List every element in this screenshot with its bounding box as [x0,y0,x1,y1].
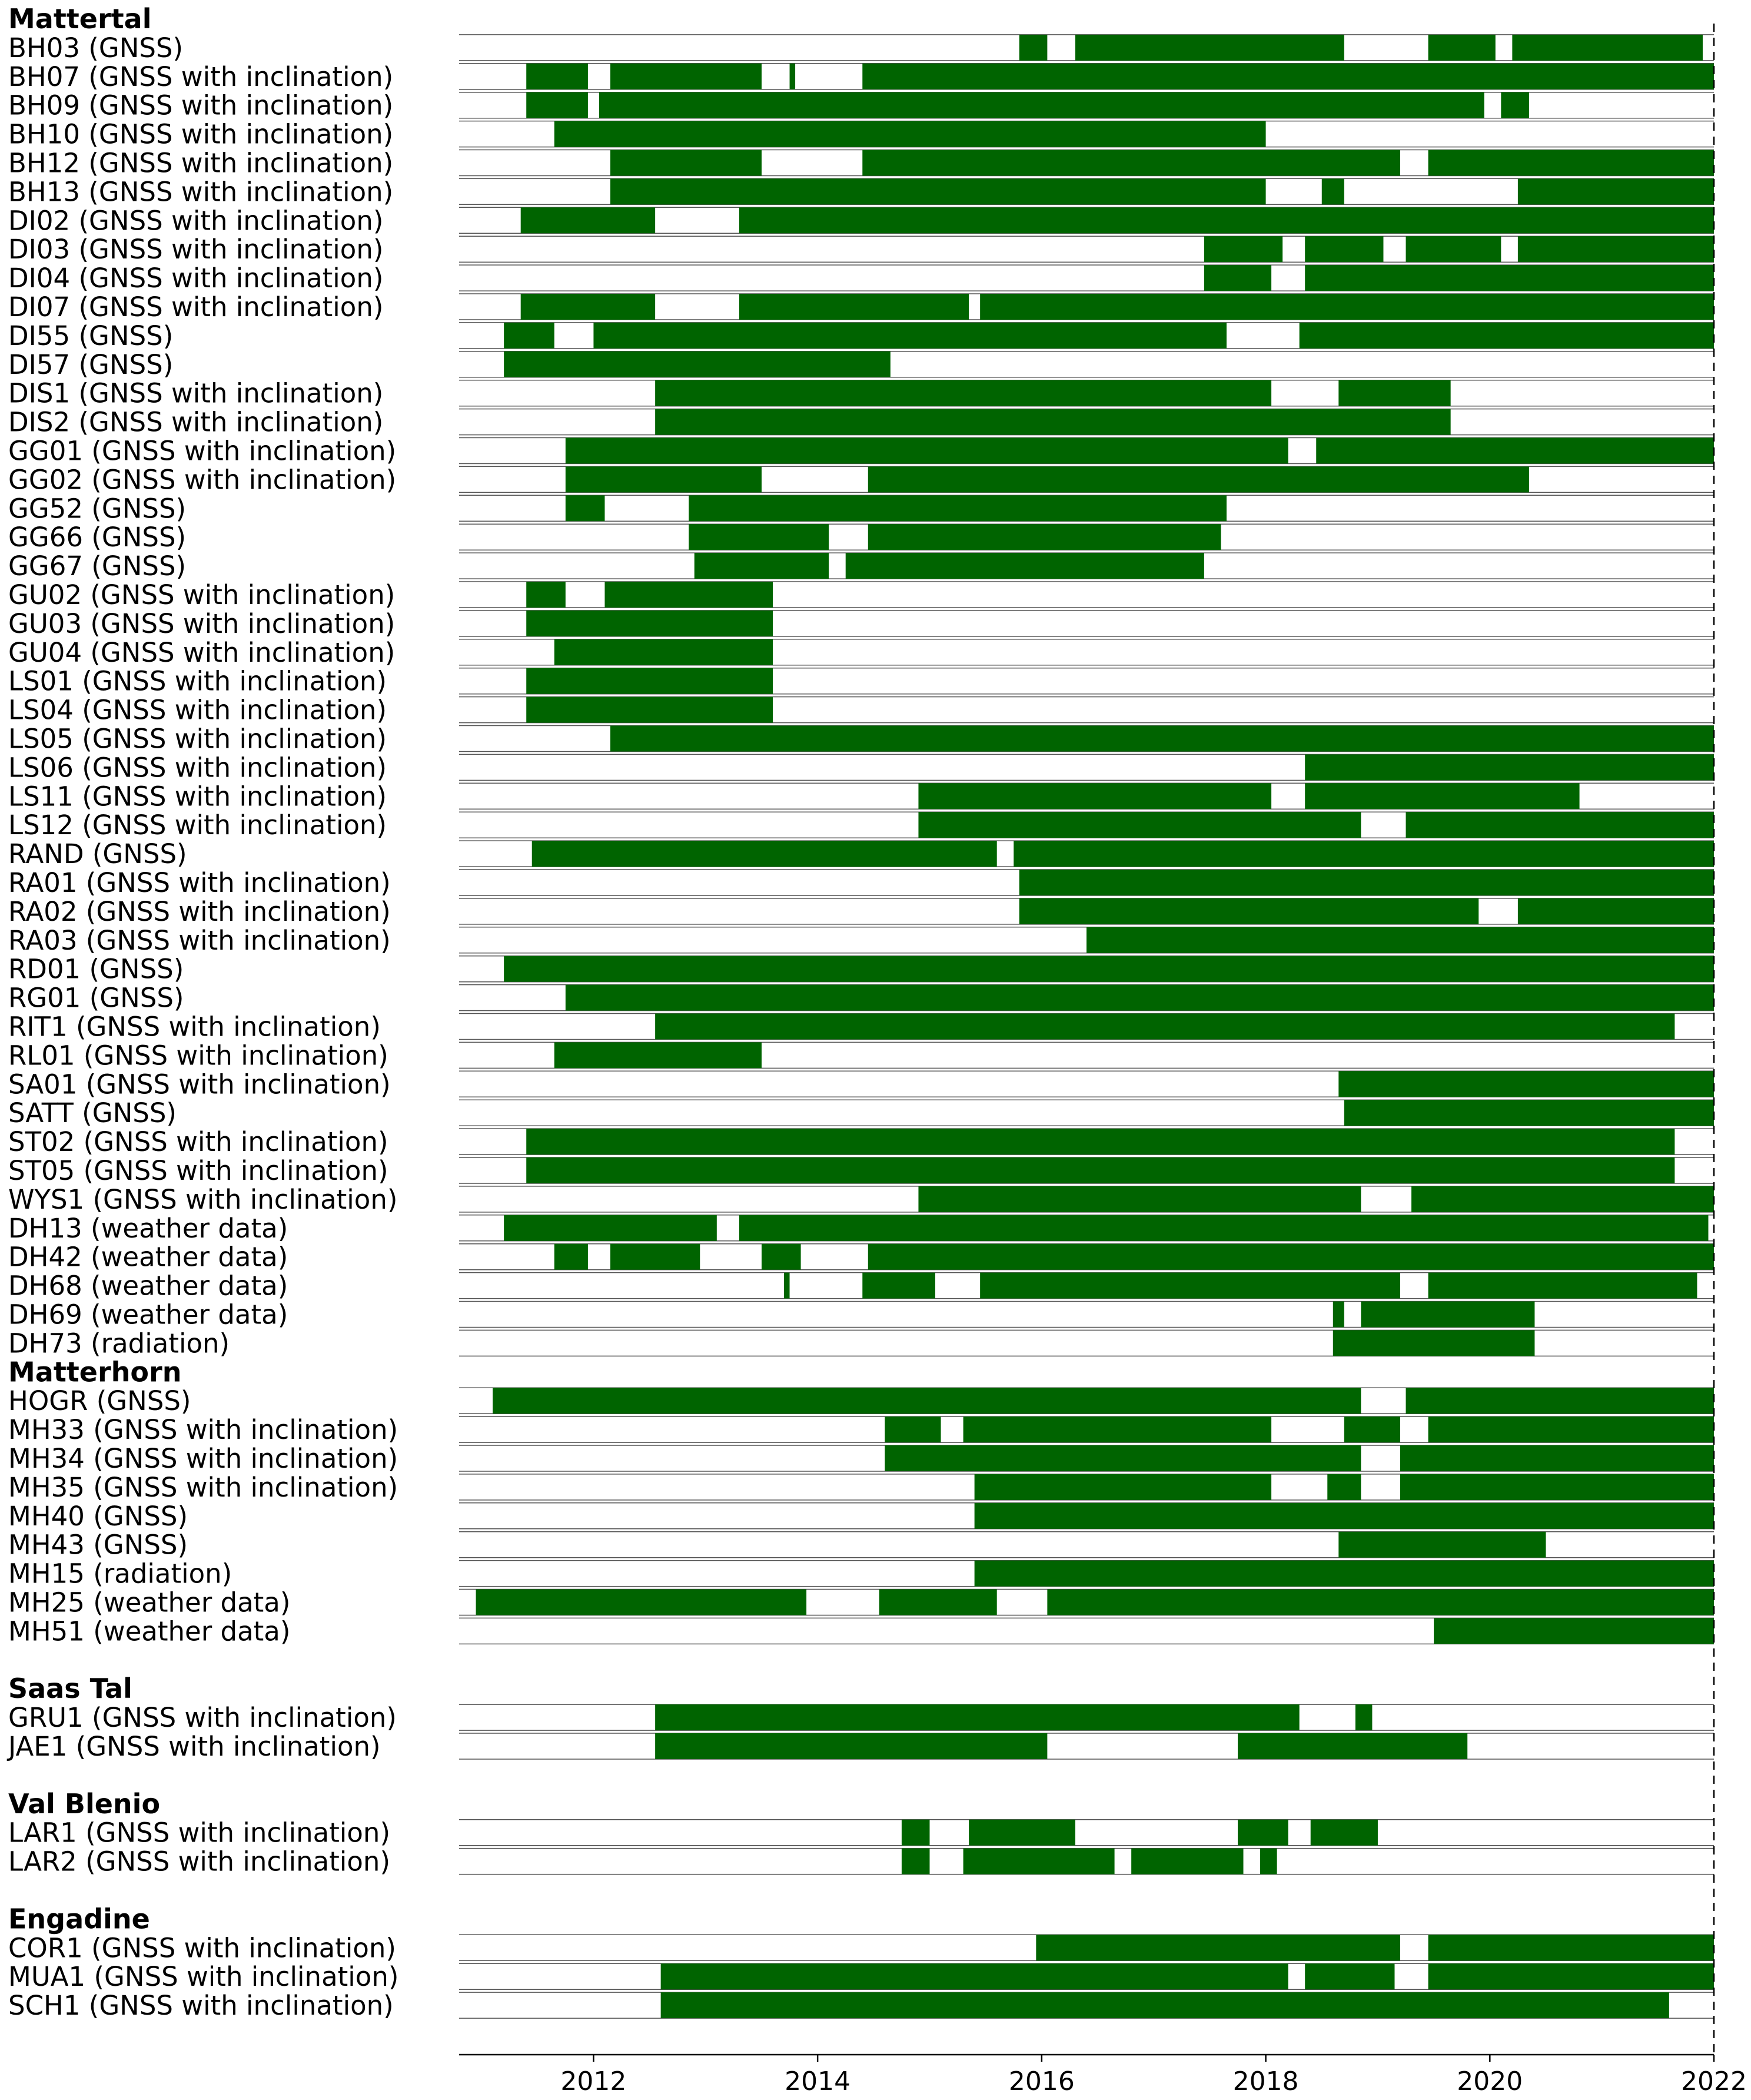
station-row [8,637,1714,668]
availability-bar [969,1820,1075,1846]
availability-bar [868,466,1529,492]
availability-bar [1019,898,1478,924]
availability-bar [1014,841,1714,867]
availability-bar [1428,150,1714,176]
availability-bar [918,783,1271,809]
station-label: GU02 (GNSS with inclination) [8,579,396,611]
station-label: LS05 (GNSS with inclination) [8,723,387,755]
availability-bar [885,1416,941,1442]
station-row [8,522,1714,553]
group-title: Mattertal [8,3,152,35]
availability-bar [1344,1416,1400,1442]
station-label: GG01 (GNSS with inclination) [8,435,397,467]
station-label: COR1 (GNSS with inclination) [8,1932,396,1964]
x-tick-label: 2012 [560,2066,627,2096]
x-tick-label: 2022 [1681,2066,1747,2096]
availability-bar [1036,1935,1400,1960]
station-label: DH42 (weather data) [8,1241,288,1273]
availability-bar [1311,1820,1378,1846]
availability-bar [1406,236,1501,262]
station-label: DI02 (GNSS with inclination) [8,205,384,237]
station-row [8,1961,1714,1992]
availability-bar [610,64,762,89]
availability-bar [1355,1704,1373,1730]
availability-bar [1428,1935,1714,1960]
availability-bar [1400,1474,1714,1500]
station-row [8,752,1714,783]
station-row [8,1069,1714,1100]
station-label: HOGR (GNSS) [8,1385,191,1417]
station-row [8,1846,1714,1877]
station-label: SCH1 (GNSS with inclination) [8,1990,394,2022]
availability-bar [1305,754,1714,780]
station-row [8,838,1714,870]
station-label: GG67 (GNSS) [8,550,187,582]
availability-bar [902,1849,930,1875]
station-row [8,1558,1714,1590]
station-label: RIT1 (GNSS with inclination) [8,1011,381,1043]
availability-bar [526,1157,1674,1183]
station-row [8,1501,1714,1532]
availability-bar [655,1704,1300,1730]
availability-bar [521,207,655,233]
station-label: DI03 (GNSS with inclination) [8,234,384,266]
station-label: MH15 (radiation) [8,1558,232,1590]
station-row [8,378,1714,409]
availability-bar [1518,178,1714,204]
station-row [8,1932,1714,1963]
station-row [8,983,1714,1014]
availability-bar [790,64,796,89]
availability-bar [566,985,1714,1011]
availability-bar [532,841,997,867]
availability-bar [1333,1302,1344,1328]
availability-bar [1305,236,1383,262]
availability-bar [655,1733,1047,1759]
availability-bar [784,1273,790,1299]
availability-bar [504,1215,717,1241]
availability-bar [554,121,1266,147]
station-label: DH13 (weather data) [8,1212,288,1244]
station-label: RD01 (GNSS) [8,953,184,985]
availability-bar [610,726,1714,752]
availability-bar [1338,1071,1714,1097]
station-label: GRU1 (GNSS with inclination) [8,1702,397,1734]
station-row [8,436,1714,467]
station-row [8,1155,1714,1186]
availability-bar [610,150,762,176]
station-row [8,550,1714,582]
availability-bar [554,1042,762,1068]
station-label: DI07 (GNSS with inclination) [8,291,384,323]
station-row [8,320,1714,351]
availability-bar [1434,1618,1714,1644]
availability-bar [1333,1330,1535,1356]
station-row [8,896,1714,927]
availability-bar [868,524,1221,550]
availability-bar [1518,236,1714,262]
availability-bar [1316,438,1714,464]
x-tick-label: 2014 [785,2066,851,2096]
station-label: GG52 (GNSS) [8,493,187,525]
station-label: RG01 (GNSS) [8,982,184,1014]
availability-bar [504,323,554,349]
availability-bar [762,1244,801,1270]
station-row [8,608,1714,639]
group-title: Saas Tal [8,1673,132,1705]
availability-bar [1406,1388,1714,1414]
station-row [8,90,1714,121]
availability-bar [655,380,1271,406]
station-label: WYS1 (GNSS with inclination) [8,1183,398,1215]
x-tick-label: 2018 [1232,2066,1299,2096]
station-label: RA02 (GNSS with inclination) [8,895,391,927]
station-label: ST02 (GNSS with inclination) [8,1126,388,1158]
availability-bar [1428,1416,1714,1442]
availability-bar [1327,1474,1361,1500]
station-row [8,32,1714,64]
availability-bar [604,582,773,608]
station-label: GG66 (GNSS) [8,522,187,553]
station-row [8,867,1714,898]
station-row [8,234,1714,265]
availability-bar [980,294,1714,320]
station-label: JAE1 (GNSS with inclination) [8,1731,381,1762]
station-row [8,1040,1714,1071]
station-row [8,1270,1714,1302]
station-label: RA01 (GNSS with inclination) [8,867,391,898]
availability-bar [846,553,1204,579]
availability-bar [975,1474,1271,1500]
station-row [8,724,1714,755]
station-label: DIS2 (GNSS with inclination) [8,406,384,438]
station-label: LS04 (GNSS with inclination) [8,694,387,726]
station-row [8,1126,1714,1157]
availability-bar [1260,1849,1277,1875]
group-title: Val Blenio [8,1787,161,1820]
station-row [8,1242,1714,1273]
station-label: DH73 (radiation) [8,1328,230,1359]
availability-bar [526,668,773,694]
station-row [8,407,1714,438]
station-row [8,1328,1714,1359]
availability-bar [1411,1186,1714,1212]
availability-bar [879,1590,997,1615]
availability-bar [1019,35,1048,61]
availability-bar [1305,783,1579,809]
station-row [8,291,1714,323]
availability-bar [1305,265,1714,291]
availability-bar [1019,870,1714,895]
availability-bar [504,351,891,377]
station-row [8,1385,1714,1416]
availability-bar [526,697,773,723]
station-row [8,1414,1714,1445]
availability-bar [1406,812,1714,838]
availability-bar [526,582,566,608]
station-row [8,810,1714,841]
availability-bar [862,1273,935,1299]
availability-bar [1204,265,1271,291]
availability-bar [661,1992,1669,2018]
station-label: BH03 (GNSS) [8,32,184,64]
availability-bar [1512,35,1703,61]
station-label: MH34 (GNSS with inclination) [8,1443,398,1474]
availability-bar [963,1849,1115,1875]
availability-bar [610,1244,700,1270]
station-row [8,1097,1714,1129]
availability-bar [1501,92,1529,118]
availability-bar [493,1388,1361,1414]
station-row [8,263,1714,294]
availability-bar [1087,927,1714,953]
availability-bar [980,1273,1400,1299]
station-row [8,1587,1714,1618]
availability-bar [1322,178,1344,204]
availability-bar [526,64,588,89]
availability-bar [526,1129,1674,1154]
station-row [8,205,1714,236]
availability-bar [1238,1820,1288,1846]
availability-bar [655,1014,1674,1040]
availability-bar [1428,1273,1697,1299]
availability-bar [689,524,829,550]
availability-bar [885,1445,1361,1471]
station-row [8,176,1714,207]
station-label: DI55 (GNSS) [8,320,174,351]
availability-bar [918,1186,1361,1212]
availability-bar [1518,898,1714,924]
station-label: SATT (GNSS) [8,1097,177,1129]
station-row [8,119,1714,150]
availability-bar [1238,1733,1467,1759]
availability-bar [554,1244,588,1270]
station-label: GU04 (GNSS with inclination) [8,636,396,668]
station-row [8,1299,1714,1331]
station-row [8,349,1714,380]
station-label: LS06 (GNSS with inclination) [8,752,387,784]
station-row [8,695,1714,726]
availability-bar [504,956,1714,982]
group-title: Matterhorn [8,1356,182,1388]
station-label: DI57 (GNSS) [8,349,174,380]
availability-bar [739,294,969,320]
availability-bar [1075,35,1344,61]
station-label: MUA1 (GNSS with inclination) [8,1961,399,1993]
availability-bar [1400,1445,1714,1471]
station-label: LAR1 (GNSS with inclination) [8,1817,391,1849]
station-row [8,464,1714,495]
availability-bar [975,1503,1714,1529]
station-label: MH35 (GNSS with inclination) [8,1471,398,1503]
station-label: MH51 (weather data) [8,1615,291,1647]
station-row [8,1990,1714,2021]
station-label: BH10 (GNSS with inclination) [8,118,394,150]
station-label: SA01 (GNSS with inclination) [8,1069,391,1100]
availability-bar [566,495,605,521]
station-label: DIS1 (GNSS with inclination) [8,377,384,409]
station-row [6,1731,1714,1762]
availability-bar [695,553,829,579]
availability-bar [862,150,1400,176]
station-label: BH12 (GNSS with inclination) [8,147,394,179]
station-row [8,1443,1714,1474]
x-tick-label: 2020 [1457,2066,1523,2096]
station-row [8,1184,1714,1215]
availability-bar [521,294,655,320]
station-row [8,1530,1714,1561]
station-row [8,1615,1714,1647]
availability-bar [862,64,1714,89]
station-label: LS01 (GNSS with inclination) [8,665,387,697]
availability-bar [1204,236,1282,262]
availability-bar [689,495,1227,521]
station-row [8,1213,1714,1244]
station-label: LAR2 (GNSS with inclination) [8,1846,391,1877]
availability-bar [739,207,1714,233]
station-label: GG02 (GNSS with inclination) [8,464,397,496]
x-tick-label: 2016 [1008,2066,1075,2096]
availability-bar [1305,1963,1394,1989]
availability-bar [963,1416,1271,1442]
availability-bar [1338,380,1450,406]
station-row [8,954,1714,985]
station-label: BH09 (GNSS with inclination) [8,89,394,121]
availability-bar [554,639,773,665]
availability-bar [918,812,1361,838]
station-row [8,493,1714,524]
station-label: DH68 (weather data) [8,1270,288,1302]
station-row [8,61,1714,92]
availability-bar [1047,1590,1714,1615]
availability-bar [975,1561,1714,1587]
station-label: DI04 (GNSS with inclination) [8,263,384,294]
availability-bar [1344,1100,1714,1126]
station-label: MH40 (GNSS) [8,1500,188,1532]
availability-bar [566,466,762,492]
station-rows [6,3,1714,2021]
availability-bar [1338,1532,1546,1558]
availability-bar [661,1963,1288,1989]
availability-bar [593,323,1227,349]
availability-bar [1428,1963,1714,1989]
group-title: Engadine [8,1903,150,1935]
station-row [8,666,1714,697]
availability-bar [526,611,773,636]
station-row [8,1817,1714,1849]
station-row [8,579,1714,611]
station-row [8,1702,1714,1733]
availability-bar [902,1820,930,1846]
station-label: MH33 (GNSS with inclination) [8,1414,398,1446]
availability-bar [526,92,588,118]
availability-bar [566,438,1288,464]
station-label: LS12 (GNSS with inclination) [8,810,387,841]
station-label: MH25 (weather data) [8,1587,291,1618]
station-label: BH07 (GNSS with inclination) [8,61,394,92]
station-label: GU03 (GNSS with inclination) [8,608,396,639]
availability-bar [739,1215,1709,1241]
station-row [8,1011,1714,1043]
station-label: RA03 (GNSS with inclination) [8,924,391,956]
availability-bar [599,92,1484,118]
station-label: RAND (GNSS) [8,838,187,870]
station-label: RL01 (GNSS with inclination) [8,1040,388,1071]
availability-bar [868,1244,1714,1270]
availability-bar [1361,1302,1534,1328]
availability-bar [610,178,1266,204]
availability-bar [1131,1849,1243,1875]
station-label: LS11 (GNSS with inclination) [8,781,387,812]
station-row [8,925,1714,956]
availability-bar [476,1590,807,1615]
station-label: DH69 (weather data) [8,1299,288,1331]
station-row [8,1472,1714,1503]
station-row [8,148,1714,179]
station-label: MH43 (GNSS) [8,1529,188,1561]
station-row [8,781,1714,812]
availability-bar [1300,323,1714,349]
availability-bar [655,409,1451,435]
station-label: BH13 (GNSS with inclination) [8,176,394,208]
station-label: ST05 (GNSS with inclination) [8,1155,388,1186]
availability-bar [1428,35,1496,61]
